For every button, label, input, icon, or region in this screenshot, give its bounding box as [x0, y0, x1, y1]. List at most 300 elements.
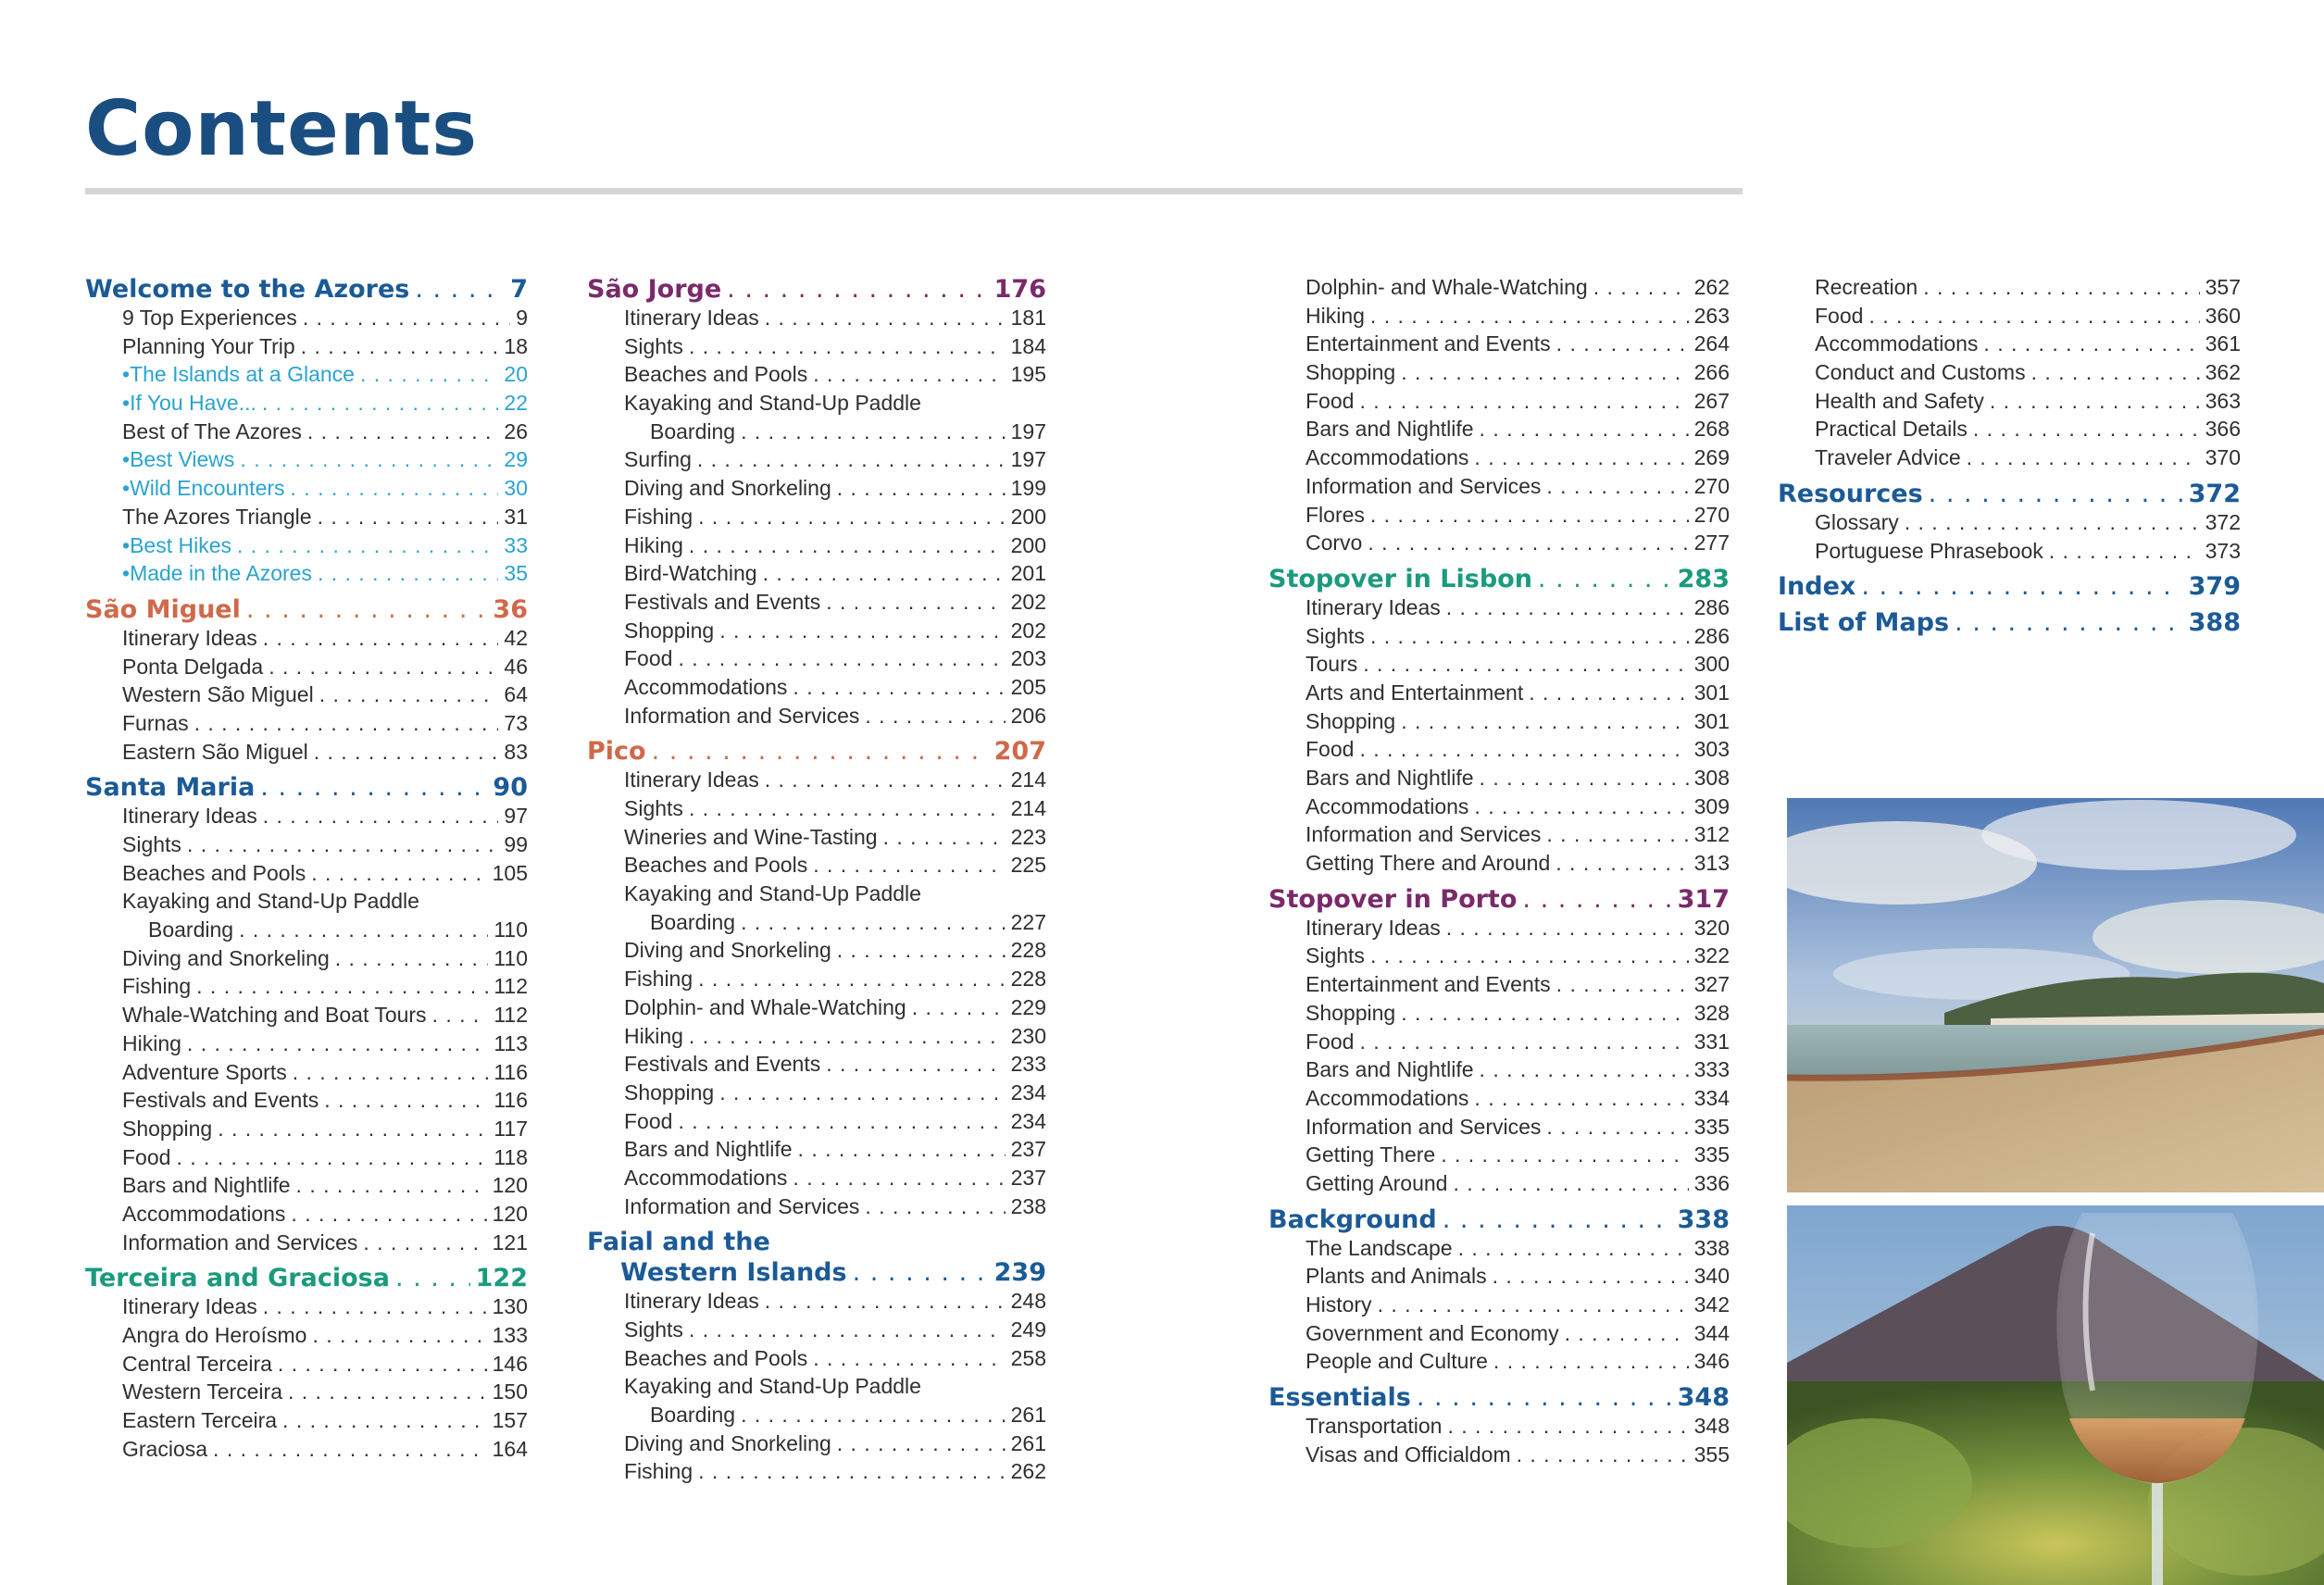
toc-entry-food[interactable] — [1778, 304, 2241, 332]
toc-entry-sights[interactable] — [1268, 943, 1730, 972]
dot-leader — [415, 275, 505, 304]
section-heading-continued[interactable] — [587, 1258, 1046, 1289]
toc-entry-western-terceira[interactable] — [85, 1379, 528, 1408]
toc-entry-the-islands-at-a-glance[interactable] — [85, 362, 528, 391]
entry-page-number: 229 — [1010, 994, 1046, 1019]
section-heading-sao-miguel[interactable] — [85, 595, 528, 626]
entry-page-number: 348 — [1693, 1414, 1730, 1439]
dot-leader — [324, 1088, 488, 1113]
section-title: Index — [1778, 572, 1856, 602]
dot-leader — [176, 1145, 488, 1170]
entry-page-number: 113 — [494, 1030, 528, 1055]
toc-entry-made-in-the-azores[interactable] — [85, 561, 528, 590]
toc-entry-food[interactable] — [587, 1109, 1046, 1138]
toc-entry-bars-and-nightlife[interactable] — [587, 1137, 1046, 1166]
toc-entry-dolphin-and-whale-watching[interactable] — [587, 995, 1046, 1024]
entry-label: History — [1306, 1292, 1372, 1317]
dot-leader — [741, 419, 1006, 444]
toc-entry-9-top-experiences[interactable] — [85, 306, 528, 334]
entry-label: Accommodations — [122, 1201, 286, 1226]
entry-page-number: 110 — [494, 917, 528, 942]
dot-leader — [689, 1024, 1006, 1049]
dot-leader — [826, 590, 1005, 615]
dot-leader — [1401, 709, 1688, 734]
toc-entry-festivals-and-events[interactable] — [587, 590, 1046, 618]
section-heading-sao-jorge[interactable] — [587, 275, 1046, 306]
entry-page-number: 331 — [1693, 1029, 1730, 1054]
toc-entry-glossary[interactable] — [1778, 510, 2241, 539]
toc-entry-food[interactable] — [1268, 737, 1730, 766]
entry-label: Wineries and Wine-Tasting — [624, 824, 878, 849]
dot-leader — [865, 1194, 1005, 1219]
dot-leader — [689, 334, 1006, 359]
section-title: Essentials — [1268, 1383, 1411, 1413]
dot-leader — [432, 1003, 489, 1028]
dot-leader — [237, 533, 498, 558]
entry-label: Dolphin- and Whale-Watching — [624, 994, 906, 1019]
section-heading-pico[interactable] — [587, 737, 1046, 768]
entry-page-number: 303 — [1693, 737, 1730, 762]
toc-entry-information-and-services[interactable] — [1268, 822, 1730, 851]
entry-label: Ponta Delgada — [122, 654, 264, 679]
dot-leader — [194, 711, 499, 736]
toc-entry-bars-and-nightlife[interactable] — [1268, 766, 1730, 794]
toc-entry-sights[interactable] — [85, 832, 528, 861]
toc-entry-diving-and-snorkeling[interactable] — [85, 946, 528, 975]
dot-leader — [282, 1408, 487, 1433]
dot-leader — [826, 1052, 1005, 1077]
entry-page-number: 33 — [504, 532, 528, 557]
toc-entry-information-and-services[interactable] — [587, 704, 1046, 732]
entry-label: Arts and Entertainment — [1306, 680, 1524, 705]
toc-entry-people-and-culture[interactable] — [1268, 1349, 1730, 1378]
toc-entry-if-you-have[interactable] — [85, 391, 528, 419]
toc-entry-conduct-and-customs[interactable] — [1778, 360, 2241, 389]
entry-label: Festivals and Events — [624, 589, 821, 614]
entry-page-number: 268 — [1693, 417, 1730, 442]
toc-entry-information-and-services[interactable] — [587, 1194, 1046, 1223]
entry-page-number: 270 — [1693, 473, 1730, 498]
toc-entry-western-sao-miguel[interactable] — [85, 682, 528, 711]
section-heading-terceira-and-graciosa[interactable] — [85, 1264, 528, 1294]
dot-leader — [1556, 331, 1689, 356]
dot-leader — [1370, 304, 1689, 329]
entry-label: Surfing — [624, 447, 692, 472]
toc-entry-transportation[interactable] — [1268, 1414, 1730, 1442]
entry-label: Bars and Nightlife — [1306, 417, 1474, 442]
toc-entry-hiking[interactable] — [587, 533, 1046, 562]
entry-page-number: 266 — [1693, 360, 1730, 385]
toc-entry-getting-there-and-around[interactable] — [1268, 851, 1730, 880]
entry-label: Beaches and Pools — [122, 860, 306, 885]
entry-page-number: 201 — [1010, 561, 1046, 586]
section-heading-background[interactable] — [1268, 1205, 1730, 1236]
entry-page-number: 18 — [504, 333, 528, 358]
entry-page-number: 118 — [494, 1144, 528, 1169]
dot-leader — [837, 938, 1006, 963]
toc-entry-ponta-delgada[interactable] — [85, 655, 528, 683]
entry-page-number: 336 — [1693, 1170, 1730, 1195]
toc-entry-kayaking-and-stand-up-paddle[interactable] — [587, 881, 1046, 910]
section-heading-santa-maria[interactable] — [85, 773, 528, 804]
section-title: Resources — [1778, 479, 1923, 508]
toc-entry-shopping[interactable] — [587, 618, 1046, 647]
entry-label: Plants and Animals — [1306, 1264, 1487, 1289]
section-heading-resources[interactable] — [1778, 480, 2241, 510]
toc-entry-eastern-sao-miguel[interactable] — [85, 740, 528, 768]
toc-entry-festivals-and-events[interactable] — [85, 1088, 528, 1117]
toc-entry-sights[interactable] — [1268, 624, 1730, 653]
toc-entry-diving-and-snorkeling[interactable] — [587, 476, 1046, 505]
entry-label: Information and Services — [1306, 1114, 1542, 1139]
toc-entry-accommodations[interactable] — [1268, 794, 1730, 823]
toc-entry-accommodations[interactable] — [587, 675, 1046, 704]
toc-entry-hiking[interactable] — [1268, 304, 1730, 332]
dot-leader — [698, 505, 1005, 530]
entry-label: Western São Miguel — [122, 682, 314, 707]
toc-entry-beaches-and-pools[interactable] — [587, 1346, 1046, 1375]
dot-leader — [1417, 1383, 1672, 1412]
toc-entry-fishing[interactable] — [85, 974, 528, 1003]
entry-label: Western Terceira — [122, 1379, 282, 1404]
toc-entry-itinerary-ideas[interactable] — [85, 804, 528, 832]
entry-label: Angra do Heroísmo — [122, 1323, 307, 1347]
entry-page-number: 116 — [494, 1088, 528, 1113]
dot-leader — [1990, 389, 2200, 414]
entry-page-number: 327 — [1693, 972, 1730, 997]
toc-entry-food[interactable] — [85, 1145, 528, 1174]
entry-page-number: 157 — [492, 1408, 528, 1433]
entry-page-number: 357 — [2205, 275, 2241, 299]
toc-entry-best-hikes[interactable] — [85, 533, 528, 562]
toc-entry-bars-and-nightlife[interactable] — [1268, 417, 1730, 445]
toc-entry-visas-and-officialdom[interactable] — [1268, 1442, 1730, 1471]
toc-entry-bars-and-nightlife[interactable] — [85, 1173, 528, 1202]
toc-entry-food[interactable] — [1268, 389, 1730, 418]
toc-entry-best-of-the-azores[interactable] — [85, 419, 528, 448]
entry-page-number: 333 — [1693, 1057, 1730, 1082]
entry-page-number: 214 — [1010, 796, 1046, 820]
toc-entry-itinerary-ideas[interactable] — [587, 1289, 1046, 1317]
entry-page-number: 30 — [504, 476, 528, 501]
section-page-number: 338 — [1677, 1204, 1730, 1234]
entry-label: Eastern São Miguel — [122, 739, 308, 764]
dot-leader — [1363, 652, 1688, 677]
entry-page-number: 228 — [1010, 967, 1046, 992]
entry-label: Itinerary Ideas — [624, 306, 759, 330]
dot-leader — [307, 419, 499, 444]
toc-entry-kayaking-and-stand-up-paddle[interactable] — [587, 1374, 1046, 1403]
dot-leader — [883, 825, 1006, 850]
dot-leader — [763, 561, 1006, 586]
toc-entry-fishing[interactable] — [587, 967, 1046, 995]
toc-entry-itinerary-ideas[interactable] — [1268, 916, 1730, 944]
entry-page-number: 362 — [2205, 360, 2241, 385]
section-heading-index[interactable] — [1778, 572, 2241, 603]
toc-entry-boarding[interactable] — [587, 910, 1046, 939]
entry-label: Itinerary Ideas — [122, 625, 257, 650]
entry-page-number: 355 — [1693, 1441, 1730, 1466]
entry-page-number: 112 — [494, 974, 528, 999]
section-heading-essentials[interactable] — [1268, 1383, 1730, 1414]
toc-entry-shopping[interactable] — [1268, 360, 1730, 389]
entry-page-number: 248 — [1010, 1289, 1046, 1314]
entry-page-number: 130 — [492, 1294, 528, 1319]
entry-page-number: 206 — [1010, 703, 1046, 728]
toc-entry-shopping[interactable] — [85, 1117, 528, 1145]
toc-entry-government-and-economy[interactable] — [1268, 1321, 1730, 1350]
section-heading-stopover-in-lisbon[interactable] — [1268, 565, 1730, 595]
entry-page-number: 238 — [1010, 1193, 1046, 1218]
toc-entry-entertainment-and-events[interactable] — [1268, 972, 1730, 1001]
toc-entry-itinerary-ideas[interactable] — [587, 768, 1046, 796]
toc-entry-sights[interactable] — [587, 1317, 1046, 1346]
entry-page-number: 83 — [504, 739, 528, 764]
toc-entry-beaches-and-pools[interactable] — [587, 853, 1046, 881]
dot-leader — [652, 737, 989, 766]
toc-entry-wild-encounters[interactable] — [85, 476, 528, 505]
dot-leader — [813, 362, 1005, 387]
entry-label: Central Terceira — [122, 1351, 272, 1376]
section-title: Welcome to the Azores — [85, 275, 410, 304]
dot-leader — [318, 561, 498, 586]
entry-label: Diving and Snorkeling — [624, 476, 831, 501]
toc-entry-accommodations[interactable] — [587, 1166, 1046, 1194]
page-title: Contents — [85, 85, 479, 173]
dot-leader — [698, 967, 1005, 992]
toc-entry-whale-watching-and-boat-tours[interactable] — [85, 1003, 528, 1031]
entry-page-number: 214 — [1010, 768, 1046, 792]
section-title: List of Maps — [1778, 608, 1950, 638]
entry-label: Entertainment and Events — [1306, 331, 1551, 356]
toc-entry-sights[interactable] — [587, 334, 1046, 363]
toc-column-3 — [1268, 275, 1730, 1470]
toc-entry-accommodations[interactable] — [1268, 1086, 1730, 1115]
entry-page-number: 202 — [1010, 589, 1046, 614]
entry-label: Eastern Terceira — [122, 1408, 278, 1433]
toc-entry-bird-watching[interactable] — [587, 561, 1046, 590]
dot-leader — [1359, 389, 1688, 414]
toc-entry-recreation[interactable] — [1778, 275, 2241, 304]
entry-label: Itinerary Ideas — [624, 1289, 759, 1314]
toc-entry-boarding[interactable] — [587, 419, 1046, 448]
toc-entry-diving-and-snorkeling[interactable] — [587, 938, 1046, 967]
toc-entry-food[interactable] — [1268, 1030, 1730, 1058]
toc-entry-boarding[interactable] — [587, 1403, 1046, 1431]
entry-page-number: 121 — [492, 1229, 528, 1254]
entry-label: Recreation — [1815, 275, 1918, 299]
toc-entry-tours[interactable] — [1268, 652, 1730, 680]
entry-page-number: 195 — [1010, 362, 1046, 387]
toc-entry-food[interactable] — [587, 646, 1046, 675]
toc-entry-beaches-and-pools[interactable] — [85, 861, 528, 890]
entry-page-number: 9 — [516, 306, 528, 330]
entry-page-number: 31 — [504, 504, 528, 529]
coastal-beach-photo — [1787, 798, 2324, 1192]
toc-entry-kayaking-and-stand-up-paddle[interactable] — [587, 391, 1046, 419]
entry-page-number: 228 — [1010, 938, 1046, 963]
dot-leader — [1861, 572, 2182, 601]
entry-label: Kayaking and Stand-Up Paddle — [624, 1374, 921, 1399]
entry-page-number: 203 — [1010, 646, 1046, 671]
toc-entry-planning-your-trip[interactable] — [85, 334, 528, 363]
toc-entry-health-and-safety[interactable] — [1778, 389, 2241, 418]
toc-entry-accommodations[interactable] — [85, 1202, 528, 1230]
entry-label: Health and Safety — [1815, 388, 1984, 413]
entry-page-number: 237 — [1010, 1165, 1046, 1190]
dot-leader — [813, 853, 1005, 878]
toc-entry-flores[interactable] — [1268, 503, 1730, 531]
toc-entry-best-views[interactable] — [85, 447, 528, 476]
entry-label: Accommodations — [624, 1165, 788, 1190]
wine-glass-photo — [1787, 1205, 2324, 1585]
toc-entry-angra-do-heroismo[interactable] — [85, 1323, 528, 1352]
entry-label: Itinerary Ideas — [1306, 915, 1441, 940]
toc-entry-shopping[interactable] — [1268, 1001, 1730, 1030]
dot-leader — [813, 1346, 1005, 1371]
dot-leader — [1593, 275, 1689, 300]
toc-entry-getting-around[interactable] — [1268, 1171, 1730, 1200]
dot-leader — [678, 1109, 1005, 1134]
dot-leader — [1370, 624, 1689, 649]
toc-entry-information-and-services[interactable] — [85, 1230, 528, 1259]
entry-page-number: 322 — [1693, 943, 1730, 968]
entry-label: Fishing — [624, 1459, 693, 1484]
toc-entry-wineries-and-wine-tasting[interactable] — [587, 825, 1046, 854]
dot-leader — [1517, 1442, 1689, 1467]
toc-entry-festivals-and-events[interactable] — [587, 1052, 1046, 1080]
toc-entry-shopping[interactable] — [587, 1080, 1046, 1109]
toc-entry-arts-and-entertainment[interactable] — [1268, 680, 1730, 709]
toc-entry-the-azores-triangle[interactable] — [85, 505, 528, 533]
dot-leader — [1529, 680, 1688, 705]
toc-entry-diving-and-snorkeling[interactable] — [587, 1431, 1046, 1460]
entry-page-number: 22 — [504, 391, 528, 416]
entry-page-number: 328 — [1693, 1000, 1730, 1025]
entry-label: Getting There — [1306, 1142, 1436, 1167]
entry-page-number: 117 — [494, 1116, 528, 1141]
toc-entry-history[interactable] — [1268, 1292, 1730, 1321]
entry-page-number: 338 — [1693, 1235, 1730, 1260]
section-heading-welcome-to-the-azores[interactable] — [85, 275, 528, 306]
toc-entry-furnas[interactable] — [85, 711, 528, 740]
entry-page-number: 225 — [1010, 853, 1046, 878]
dot-leader — [837, 476, 1006, 501]
toc-entry-accommodations[interactable] — [1778, 331, 2241, 360]
toc-entry-hiking[interactable] — [587, 1024, 1046, 1053]
toc-entry-kayaking-and-stand-up-paddle[interactable] — [85, 889, 528, 917]
section-heading-list-of-maps[interactable] — [1778, 608, 2241, 639]
dot-leader — [741, 910, 1006, 935]
section-page-number: 388 — [2188, 608, 2241, 638]
dot-leader — [335, 946, 489, 971]
toc-entry-central-terceira[interactable] — [85, 1352, 528, 1380]
dot-leader — [793, 675, 1005, 700]
toc-entry-graciosa[interactable] — [85, 1437, 528, 1466]
entry-label: Transportation — [1306, 1414, 1443, 1439]
toc-entry-fishing[interactable] — [587, 1459, 1046, 1488]
toc-entry-the-landscape[interactable] — [1268, 1236, 1730, 1265]
toc-entry-entertainment-and-events[interactable] — [1268, 331, 1730, 360]
dot-leader — [1378, 1292, 1689, 1317]
toc-entry-sights[interactable] — [587, 796, 1046, 825]
toc-entry-beaches-and-pools[interactable] — [587, 362, 1046, 391]
toc-entry-plants-and-animals[interactable] — [1268, 1264, 1730, 1292]
title-divider — [85, 188, 1743, 194]
entry-label: Food — [1815, 303, 1864, 328]
entry-label: Diving and Snorkeling — [624, 1430, 831, 1455]
section-heading-stopover-in-porto[interactable] — [1268, 885, 1730, 916]
toc-entry-boarding[interactable] — [85, 917, 528, 946]
section-title: Stopover in Porto — [1268, 884, 1518, 914]
entry-page-number: 258 — [1010, 1345, 1046, 1370]
dot-leader — [296, 1173, 487, 1198]
toc-entry-shopping[interactable] — [1268, 709, 1730, 738]
entry-label: Getting There and Around — [1306, 851, 1551, 876]
entry-label: Beaches and Pools — [624, 853, 808, 878]
entry-page-number: 373 — [2205, 538, 2241, 563]
toc-entry-itinerary-ideas[interactable] — [1268, 595, 1730, 624]
toc-entry-accommodations[interactable] — [1268, 445, 1730, 474]
entry-label: Shopping — [1306, 708, 1396, 733]
toc-entry-itinerary-ideas[interactable] — [85, 1294, 528, 1323]
entry-page-number: 230 — [1010, 1023, 1046, 1048]
toc-entry-information-and-services[interactable] — [1268, 474, 1730, 503]
dot-leader — [288, 1379, 487, 1404]
entry-page-number: 29 — [504, 447, 528, 472]
toc-entry-surfing[interactable] — [587, 447, 1046, 476]
entry-label: The Azores Triangle — [122, 504, 312, 529]
toc-entry-fishing[interactable] — [587, 505, 1046, 533]
section-title-line-2: Western Islands — [620, 1258, 847, 1288]
entry-page-number: 249 — [1010, 1317, 1046, 1342]
entry-label: Corvo — [1306, 530, 1363, 555]
entry-page-number: 105 — [492, 860, 528, 885]
dot-leader — [363, 1230, 486, 1255]
toc-entry-bars-and-nightlife[interactable] — [1268, 1057, 1730, 1086]
entry-page-number: 344 — [1693, 1320, 1730, 1345]
dot-leader — [260, 773, 487, 802]
entry-label: Shopping — [122, 1116, 213, 1141]
entry-page-number: 360 — [2205, 303, 2241, 328]
toc-entry-getting-there[interactable] — [1268, 1142, 1730, 1171]
toc-entry-dolphin-and-whale-watching[interactable] — [1268, 275, 1730, 304]
toc-entry-practical-details[interactable] — [1778, 417, 2241, 445]
entry-label: Diving and Snorkeling — [624, 938, 831, 963]
entry-label: Shopping — [624, 618, 715, 643]
toc-entry-information-and-services[interactable] — [1268, 1115, 1730, 1143]
toc-entry-eastern-terceira[interactable] — [85, 1408, 528, 1437]
entry-label: Food — [1306, 1029, 1355, 1054]
toc-entry-hiking[interactable] — [85, 1031, 528, 1060]
dot-leader — [1443, 1205, 1672, 1234]
toc-entry-itinerary-ideas[interactable] — [587, 306, 1046, 334]
entry-page-number: 200 — [1010, 532, 1046, 557]
toc-entry-traveler-advice[interactable] — [1778, 445, 2241, 474]
toc-entry-portuguese-phrasebook[interactable] — [1778, 539, 2241, 568]
toc-entry-corvo[interactable] — [1268, 530, 1730, 559]
entry-label: Diving and Snorkeling — [122, 945, 330, 970]
section-heading-faial-and-the-western-islands[interactable] — [587, 1228, 1046, 1258]
entry-label: Fishing — [122, 974, 192, 999]
dot-leader — [314, 740, 499, 765]
entry-page-number: 112 — [494, 1003, 528, 1028]
entry-page-number: 150 — [492, 1379, 528, 1404]
dot-leader — [1480, 766, 1689, 791]
toc-entry-adventure-sports[interactable] — [85, 1060, 528, 1089]
toc-entry-itinerary-ideas[interactable] — [85, 626, 528, 655]
entry-page-number: 261 — [1010, 1403, 1046, 1428]
